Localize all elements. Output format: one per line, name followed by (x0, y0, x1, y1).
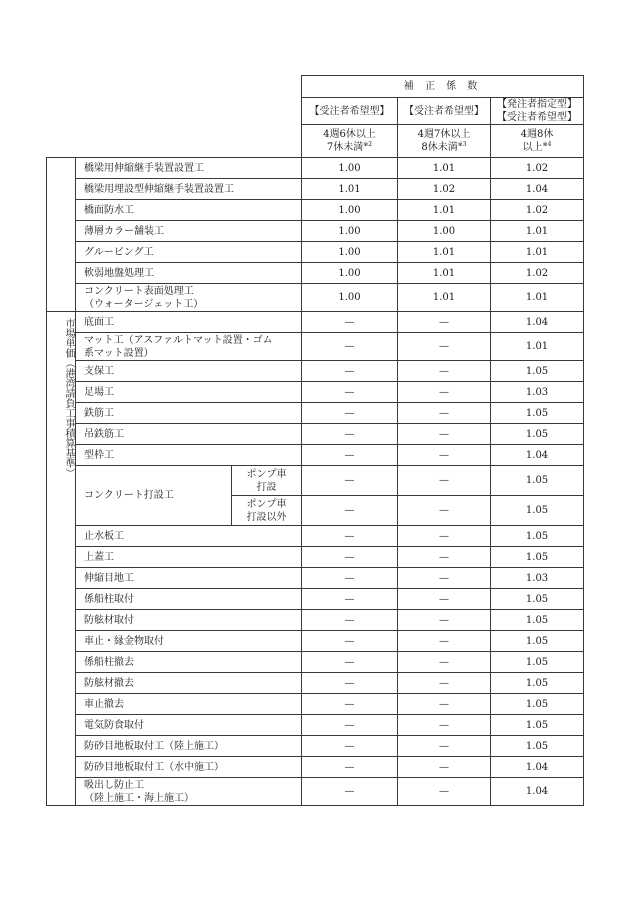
item-name (76, 589, 302, 610)
item-subcondition (232, 466, 302, 496)
factor-v2: — (398, 589, 491, 610)
factor-v1: — (302, 333, 398, 361)
factor-v1: — (302, 424, 398, 445)
item-name-line2: （ウォータージェット工） (84, 298, 204, 310)
table-row (47, 200, 584, 221)
factor-v2: — (398, 757, 491, 778)
item-name-line: 伸縮目地工 (84, 572, 134, 584)
factor-v2: — (398, 466, 491, 496)
item-name (76, 757, 302, 778)
factor-v1: — (302, 715, 398, 736)
item-name (76, 568, 302, 589)
item-name (76, 778, 302, 806)
table-row (47, 610, 584, 631)
factor-v2: — (398, 312, 491, 333)
item-name-line: 橋面防水工 (84, 204, 134, 216)
table-row (47, 568, 584, 589)
item-name (76, 694, 302, 715)
factor-v3: 1.01 (491, 284, 584, 312)
subcondition-line2: 打設以外 (246, 511, 287, 523)
factor-v3: 1.05 (491, 631, 584, 652)
table-row (47, 242, 584, 263)
table-row (47, 403, 584, 424)
factor-v3: 1.02 (491, 263, 584, 284)
table-row (47, 757, 584, 778)
item-name-line: グルービング工 (84, 246, 154, 258)
table-row (47, 179, 584, 200)
factor-v3: 1.01 (491, 242, 584, 263)
item-name-line: 車止・縁金物取付 (84, 635, 164, 647)
factor-v1: 1.01 (302, 179, 398, 200)
factor-v2: 1.01 (398, 263, 491, 284)
col1-cond-a: 4週6休以上 (323, 129, 376, 140)
factor-v2: 1.00 (398, 221, 491, 242)
col2-cond-b: 8休未満 (421, 142, 458, 153)
factor-v2: — (398, 736, 491, 757)
table-row (47, 424, 584, 445)
col1-cond-b-line (302, 141, 397, 154)
factor-v2: 1.01 (398, 284, 491, 312)
col2-condition (398, 125, 491, 158)
factor-v2: — (398, 445, 491, 466)
group-label: 市場単価（港湾請負工事積算基準） (47, 312, 76, 806)
factor-v3: 1.05 (491, 673, 584, 694)
table-row (47, 526, 584, 547)
factor-v1: 1.00 (302, 284, 398, 312)
table-row (47, 445, 584, 466)
item-name (76, 403, 302, 424)
factor-v3: 1.05 (491, 610, 584, 631)
table-row (47, 333, 584, 361)
item-name (76, 736, 302, 757)
col3-type-a: 【発注者指定型】 (497, 99, 578, 110)
factor-v2: — (398, 547, 491, 568)
factor-v2: — (398, 715, 491, 736)
table-row (47, 736, 584, 757)
factor-v2: — (398, 496, 491, 526)
factor-v1: — (302, 466, 398, 496)
factor-v3: 1.04 (491, 179, 584, 200)
factor-v2: — (398, 694, 491, 715)
factor-v1: — (302, 445, 398, 466)
item-name-line: 防砂目地板取付工（水中施工） (84, 761, 224, 773)
item-name (76, 200, 302, 221)
factor-v3: 1.01 (491, 221, 584, 242)
item-name-line: 底面工 (84, 316, 114, 328)
factor-v1: — (302, 631, 398, 652)
item-name (76, 526, 302, 547)
correction-factor-table (46, 75, 584, 806)
factor-v3: 1.01 (491, 333, 584, 361)
col3-cond-b: 以上 (522, 142, 543, 153)
item-name-line: 鉄筋工 (84, 407, 114, 419)
item-name (76, 179, 302, 200)
table-row (47, 652, 584, 673)
table-row (47, 284, 584, 312)
item-name (76, 673, 302, 694)
factor-v1: — (302, 757, 398, 778)
item-name-line: 係船柱取付 (84, 593, 134, 605)
factor-v3: 1.05 (491, 496, 584, 526)
item-name (76, 652, 302, 673)
factor-v1: — (302, 496, 398, 526)
item-name (76, 312, 302, 333)
item-subcondition (232, 496, 302, 526)
factor-v1: — (302, 568, 398, 589)
col3-cond-a: 4週8休 (520, 129, 554, 140)
factor-v2: — (398, 424, 491, 445)
col1-cond-b: 7休未満 (326, 142, 364, 153)
factor-v3: 1.04 (491, 757, 584, 778)
factor-v3: 1.03 (491, 382, 584, 403)
factor-v1: 1.00 (302, 242, 398, 263)
item-name-line: 型枠工 (84, 449, 114, 461)
table-row (47, 694, 584, 715)
col3-type (491, 98, 584, 125)
factor-v1: — (302, 312, 398, 333)
item-name-line: 防舷材撤去 (84, 677, 134, 689)
col1-type: 【受注者希望型】 (302, 98, 398, 125)
col3-cond-b-line (491, 141, 583, 154)
factor-v2: — (398, 568, 491, 589)
item-name (76, 610, 302, 631)
factor-v2: — (398, 778, 491, 806)
item-name-line: 薄層カラー舗装工 (84, 225, 164, 237)
factor-v2: — (398, 361, 491, 382)
item-name-line: 止水板工 (84, 530, 124, 542)
factor-v2: — (398, 382, 491, 403)
header-blank-cell (47, 76, 302, 158)
factor-v1: — (302, 673, 398, 694)
factor-v1: — (302, 652, 398, 673)
col2-cond-b-line (398, 141, 490, 154)
item-name-line: 車止撤去 (84, 698, 124, 710)
col3-note: ※4 (542, 141, 552, 148)
factor-v1: 1.00 (302, 263, 398, 284)
factor-v3: 1.02 (491, 158, 584, 179)
factor-v1: — (302, 526, 398, 547)
table-row (47, 263, 584, 284)
factor-v1: — (302, 403, 398, 424)
subcondition-line2: 打設 (256, 481, 277, 493)
col2-cond-a: 4週7休以上 (417, 129, 471, 140)
table-row (47, 221, 584, 242)
header-row-title (47, 76, 584, 98)
item-name (76, 382, 302, 403)
item-name (76, 445, 302, 466)
factor-v2: 1.02 (398, 179, 491, 200)
item-name: コンクリート打設工 (76, 466, 232, 526)
factor-v3: 1.04 (491, 445, 584, 466)
item-name-line: 吊鉄筋工 (84, 428, 124, 440)
factor-v3: 1.05 (491, 547, 584, 568)
factor-v3: 1.05 (491, 589, 584, 610)
factor-v3: 1.05 (491, 652, 584, 673)
factor-v2: — (398, 631, 491, 652)
factor-v2: — (398, 673, 491, 694)
factor-v2: — (398, 403, 491, 424)
item-name-line2: 系マット設置） (84, 347, 154, 359)
factor-v3: 1.02 (491, 200, 584, 221)
item-name-line: コンクリート表面処理工 (84, 285, 194, 297)
factor-v3: 1.05 (491, 715, 584, 736)
header-title: 補 正 係 数 (302, 76, 584, 98)
factor-v3: 1.05 (491, 526, 584, 547)
item-name (76, 547, 302, 568)
factor-v3: 1.05 (491, 466, 584, 496)
factor-v1: — (302, 610, 398, 631)
group-cell (47, 158, 76, 312)
factor-v1: — (302, 361, 398, 382)
item-name (76, 424, 302, 445)
factor-v3: 1.03 (491, 568, 584, 589)
col1-note: ※2 (363, 141, 373, 148)
col3-condition (491, 125, 584, 158)
factor-v1: — (302, 694, 398, 715)
factor-v3: 1.05 (491, 424, 584, 445)
table-row (47, 158, 584, 179)
item-name (76, 715, 302, 736)
item-name-line: 橋梁用伸縮継手装置設置工 (84, 162, 204, 174)
table-row (47, 715, 584, 736)
factor-v3: 1.04 (491, 312, 584, 333)
factor-v1: — (302, 778, 398, 806)
factor-v2: 1.01 (398, 158, 491, 179)
table-row (47, 547, 584, 568)
factor-v3: 1.05 (491, 736, 584, 757)
item-name (76, 242, 302, 263)
item-name-line: 電気防食取付 (84, 719, 144, 731)
table-row (47, 778, 584, 806)
item-name-line: 上蓋工 (84, 551, 114, 563)
subcondition-line: ポンプ車 (246, 468, 287, 480)
factor-v2: — (398, 526, 491, 547)
item-name-line: 防舷材取付 (84, 614, 134, 626)
factor-v1: — (302, 547, 398, 568)
factor-v2: 1.01 (398, 200, 491, 221)
factor-v1: 1.00 (302, 158, 398, 179)
item-name (76, 361, 302, 382)
item-name (76, 284, 302, 312)
table-row (47, 466, 584, 496)
factor-v2: — (398, 333, 491, 361)
factor-v3: 1.04 (491, 778, 584, 806)
factor-v3: 1.05 (491, 361, 584, 382)
factor-v3: 1.05 (491, 694, 584, 715)
col1-condition (302, 125, 398, 158)
factor-v1: 1.00 (302, 200, 398, 221)
table-row (47, 673, 584, 694)
factor-v3: 1.05 (491, 403, 584, 424)
item-name-line: 橋梁用埋設型伸縮継手装置設置工 (84, 183, 234, 195)
table-row (47, 361, 584, 382)
factor-v2: 1.01 (398, 242, 491, 263)
factor-v1: 1.00 (302, 221, 398, 242)
item-name-line: 係船柱撤去 (84, 656, 134, 668)
table-row (47, 312, 584, 333)
item-name-line: 支保工 (84, 365, 114, 377)
table-row (47, 382, 584, 403)
item-name (76, 158, 302, 179)
item-name (76, 333, 302, 361)
factor-v1: — (302, 382, 398, 403)
factor-v2: — (398, 652, 491, 673)
item-name-line2: （陸上施工・海上施工） (84, 792, 194, 804)
item-name-line: 防砂目地板取付工（陸上施工） (84, 740, 224, 752)
col3-type-b: 【受注者希望型】 (497, 112, 578, 123)
item-name (76, 221, 302, 242)
table-row (47, 589, 584, 610)
col2-note: ※3 (457, 141, 467, 148)
factor-v2: — (398, 610, 491, 631)
factor-v1: — (302, 589, 398, 610)
item-name (76, 263, 302, 284)
item-name-line: 軟弱地盤処理工 (84, 267, 154, 279)
item-name (76, 631, 302, 652)
factor-v1: — (302, 736, 398, 757)
subcondition-line: ポンプ車 (246, 498, 287, 510)
col2-type: 【受注者希望型】 (398, 98, 491, 125)
table-row (47, 631, 584, 652)
item-name-line: 足場工 (84, 386, 114, 398)
item-name-line: マット工（アスファルトマット設置・ゴム (84, 334, 273, 346)
item-name-line: 吸出し防止工 (84, 779, 144, 791)
